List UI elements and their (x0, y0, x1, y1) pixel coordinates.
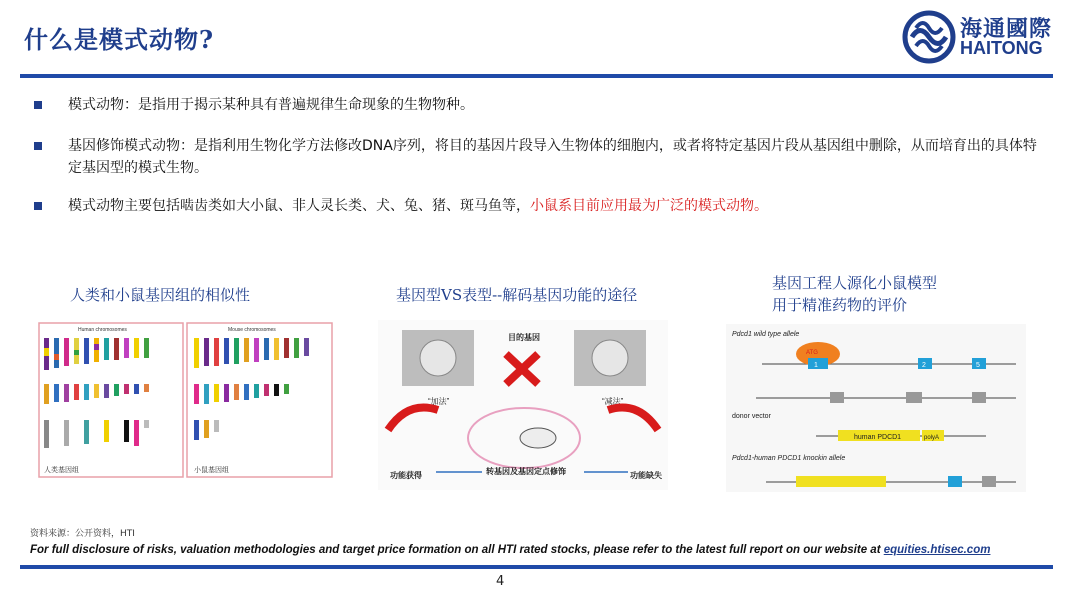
human-pdcd1-insert: human PDCD1 (854, 434, 902, 441)
subtraction-label: “减法” (602, 397, 624, 406)
disclosure-text (30, 544, 990, 556)
genotype-phenotype-figure (378, 320, 668, 490)
source-note: 资料来源：公开资料，HTI (30, 529, 135, 539)
gain-of-function-label: 功能获得 (390, 471, 422, 480)
bullet-marker (34, 142, 42, 150)
humanized-mouse-figure (726, 324, 1026, 492)
top-divider (20, 74, 1053, 78)
addition-label: “加法” (428, 397, 450, 406)
knockin-allele-label: Pdcd1-human PDCD1 knockin allele (732, 455, 846, 462)
mouse-chromosomes-title: Mouse chromosomes (228, 327, 276, 333)
page-number: 4 (496, 574, 505, 589)
haitong-logo (902, 10, 1062, 64)
logo-chinese-name: 海通國際 (960, 17, 1053, 42)
loss-of-function-label: 功能缺失 (630, 471, 662, 480)
page-title: 什么是模式动物? (24, 25, 215, 54)
bullet-text-2: 基因修饰模式动物：是指利用生物化学方法修改DNA序列，将目的基因片段导入生物体的细胞内，或者将特定基因片段从基因组中删除，从而培育出的具体特定基因型的模式生物。 (68, 138, 1037, 176)
human-chromosomes-title: Human chromosomes (78, 327, 127, 333)
donor-vector-label: donor vector (732, 413, 771, 420)
bullet-text-3 (68, 195, 1038, 217)
haitong-emblem-icon (902, 10, 956, 64)
target-gene-label: 目的基因 (508, 333, 540, 342)
polya-label: polyA (924, 435, 940, 441)
bottom-divider (20, 565, 1053, 569)
bullet-marker (34, 202, 42, 210)
mouse-genome-label: 小鼠基因组 (194, 467, 229, 474)
figure-right-caption-2: 用于精准药物的评价 (772, 296, 908, 314)
exon-1: 1 (814, 362, 818, 369)
figure-right-caption-1: 基因工程人源化小鼠模型 (772, 274, 938, 292)
bullet-text-1: 模式动物：是指用于揭示某种具有普遍规律生命现象的生物物种。 (68, 97, 474, 113)
transgenic-method-label: 转基因及基因定点修饰 (486, 467, 566, 476)
disclosure-body: For full disclosure of risks, valuation methodologies and target price formation on all HTI rated stocks, please refer to the latest full report on our website at (30, 544, 884, 556)
bullet-text-3-highlight: 小鼠系目前应用最为广泛的模式动物。 (530, 198, 768, 214)
exon-2: 2 (922, 362, 926, 369)
figure-left-caption: 人类和小鼠基因组的相似性 (70, 286, 251, 304)
exon-5: 5 (976, 362, 980, 369)
chromosome-comparison-figure (38, 322, 334, 480)
atg-label: ATG (806, 350, 818, 356)
wild-type-allele-label: Pdcd1 wild type allele (732, 331, 800, 338)
website-link[interactable]: equities.htisec.com (883, 544, 991, 556)
human-genome-label: 人类基因组 (44, 467, 79, 474)
bullet-marker (34, 101, 42, 109)
figure-middle-caption: 基因型VS表型--解码基因功能的途径 (396, 286, 638, 304)
logo-english-name: HAITONG (960, 38, 1043, 58)
bullet-text-3-main: 模式动物主要包括啮齿类如大小鼠、非人灵长类、犬、兔、猪、斑马鱼等， (68, 198, 530, 214)
